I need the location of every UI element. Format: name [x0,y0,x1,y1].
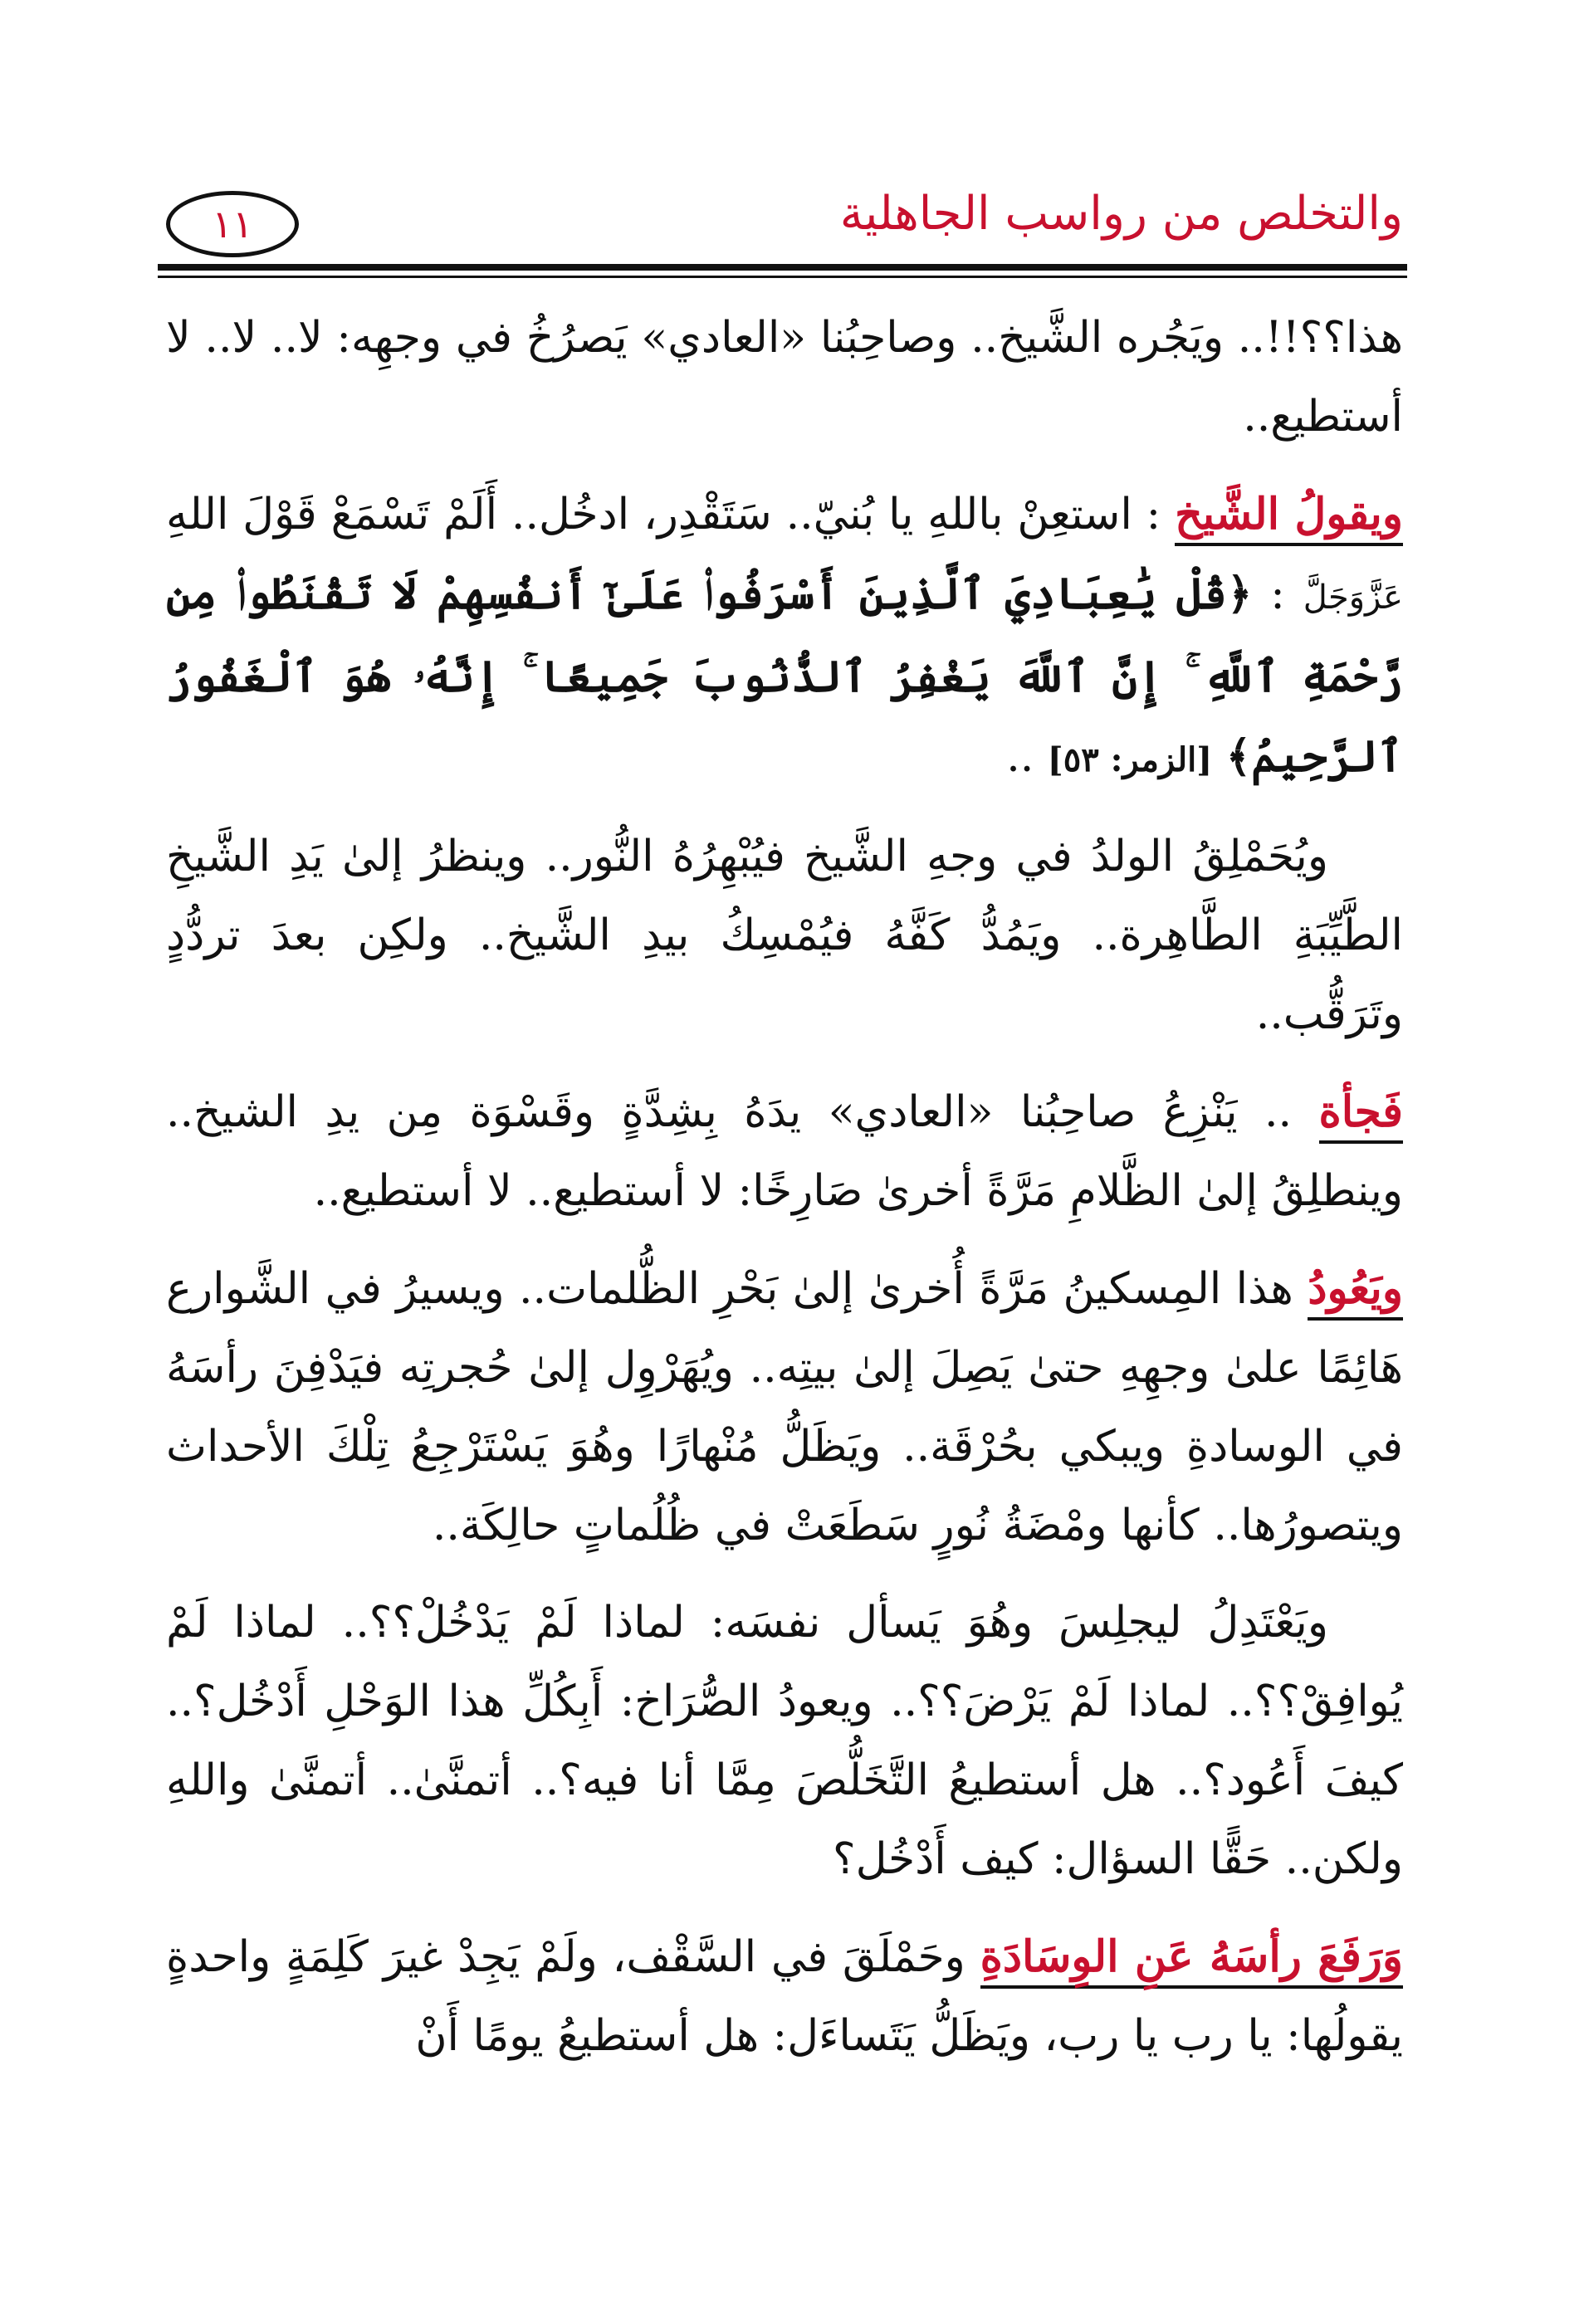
paragraph-3 [166,818,1403,1054]
paragraph-1-text: هذا؟؟!!.. ويَجُره الشَّيخ.. وصاحِبُنا «العادي» يَصرُخُ في وجهِه: لا.. لا.. لا أستطيع.. [166,313,1403,442]
paragraph-6-text: ويَعْتَدِلُ ليجلِسَ وهُوَ يَسأل نفسَه: لماذا لَمْ يَدْخُلْ؟؟.. لماذا لَمْ يُوافِقْ؟؟.. لماذا لَمْ يَرْضَ؟؟.. ويعودُ الصُّرَاخ: أَبِكُلِّ هذا الوَحْلِ أَدْخُل؟.. كيفَ أَعُود؟.. هل أستطيعُ التَّخَلُّصَ مِمَّا أنا فيه؟.. أتمنَّىٰ.. أتمنَّىٰ واللهِ ولكن.. حَقًّا السؤال: كيف أَدْخُل؟ [166,1598,1403,1884]
paragraph-2 [166,475,1403,799]
paragraph-3-text: ويُحَمْلِقُ الولدُ في وجهِ الشَّيخ فيُبْهِرُهُ النُّور.. وينظرُ إلىٰ يَدِ الشَّيخِ الطَّيِّبَةِ الطَّاهِرة.. ويَمُدُّ كَفَّهُ فيُمْسِكُ بيدِ الشَّيخ.. ولكِن بعدَ تردُّدٍ وتَرَقُّب.. [166,832,1403,1039]
paragraph-5-lead: ويَعُودُ [1308,1263,1403,1321]
paragraph-7-lead: وَرَفَعَ رأسَهُ عَنِ الوِسَادَةِ [980,1931,1403,1989]
running-title: والتخلص من رواسب الجاهلية [839,187,1403,241]
page-number: ١١ [166,191,299,257]
verse-reference: [الزمر: ٥٣] [1047,740,1213,779]
paragraph-7-text: وحَمْلَقَ في السَّقْف، ولَمْ يَجِدْ غيرَ كَلِمَةٍ واحدةٍ يقولُها: يا رب يا رب، ويَظَلُّ يَتَساءَل: هل أستطيعُ يومًا أَنْ [166,1932,1403,2061]
paragraph-4-lead: فَجأة [1319,1086,1404,1144]
paragraph-5 [166,1249,1403,1565]
body-text [166,299,1403,2274]
header-rule-thick [158,264,1407,271]
paragraph-4-text: .. يَنْزِعُ صاحِبُنا «العادي» يدَهُ بِشِدَّةٍ وقَسْوَة مِن يدِ الشيخ.. وينطلِقُ إلىٰ الظَّلامِ مَرَّةً أخرىٰ صَارِخًا: لا أستطيع.. لا أستطيع.. [166,1087,1403,1216]
quran-verse: ﴿قُلْ يَٰعِبَادِيَ ٱلَّذِينَ أَسْرَفُوا۟ عَلَىٰٓ أَنفُسِهِمْ لَا تَقْنَطُوا۟ مِن رَّحْمَةِ ٱللَّهِ ۚ إِنَّ ٱللَّهَ يَغْفِرُ ٱلذُّنُوبَ جَمِيعًا ۚ إِنَّهُۥ هُوَ ٱلْغَفُورُ ٱلرَّحِيمُ﴾ [166,569,1403,782]
paragraph-4 [166,1072,1403,1231]
paragraph-5-text: هذا المِسكينُ مَرَّةً أُخرىٰ إلىٰ بَحْرِ الظُّلمات.. ويسيرُ في الشَّوارع هَائِمًا علىٰ وجهِهِ حتىٰ يَصِلَ إلىٰ بيتِه.. ويُهَرْوِل إلىٰ حُجرتِه فيَدْفِنَ رأسَهُ في الوسادةِ ويبكي بحُرْقَة.. ويَظَلُّ مُنْهارًا وهُوَ يَسْتَرْجِعُ تِلْكَ الأحداث ويتصورُها.. كأنها ومْضَةُ نُورٍ سَطَعَتْ في ظُلُماتٍ حالِكَة.. [166,1264,1403,1550]
header-rule-thin [158,276,1407,278]
paragraph-6 [166,1584,1403,1899]
paragraph-2-tail: .. [1006,732,1034,782]
honorific: عَزَّوَجَلَّ [1303,579,1403,617]
paragraph-2-lead: ويقولُ الشَّيخ [1175,489,1403,546]
page-header [158,174,1403,266]
paragraph-2-text: : استعِنْ باللهِ يا بُنيّ.. سَتَقْدِر، ادخُل.. أَلَمْ تَسْمَعْ قَوْلَ اللهِ [166,490,1161,540]
paragraph-7 [166,1917,1403,2076]
paragraph-1 [166,299,1403,456]
paragraph-2-separator: : [1270,569,1285,619]
